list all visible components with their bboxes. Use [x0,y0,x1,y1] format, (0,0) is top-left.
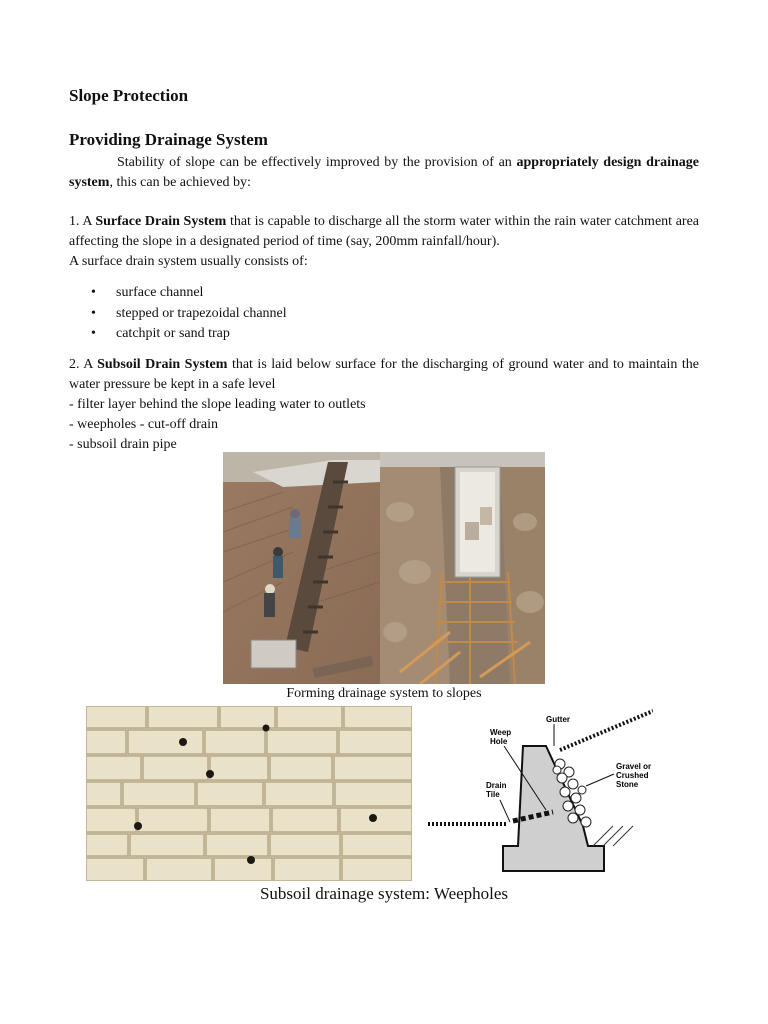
list-item: • catchpit or sand trap [116,324,699,345]
item2-bold: Subsoil Drain System [97,356,228,372]
page-title: Slope Protection [69,86,189,105]
bullet-list [69,283,699,345]
item2-paragraph [69,355,699,395]
drain-label-2: Tile [486,790,500,799]
weephole-wall-photo [86,706,412,881]
item2-number: 2. A [69,356,98,372]
slope-channel-photo [223,452,380,684]
intro-bold: appropriately design drainage system [69,155,699,190]
item2-line: - weepholes - cut-off drain [69,416,219,432]
item2-line: - filter layer behind the slope leading water to outlets [69,396,366,412]
gutter-label: Gutter [546,715,570,724]
list-item: • surface channel [116,283,699,304]
gravel-label-1: Gravel or [616,762,652,771]
weep-label-2: Hole [490,737,508,746]
item2-line: - subsoil drain pipe [69,436,177,452]
intro-text-1: Stability of slope can be effectively improved by the provision of an [117,155,517,170]
gravel-label-3: Stone [616,780,639,789]
intro-text-2: , this can be achieved by: [109,175,251,190]
document-body [69,84,699,455]
item2-text: that is laid below surface for the discharging of ground water and to maintain the water pressure be kept in a safe level [69,356,699,392]
item1-paragraph [69,212,699,252]
item1-bold: Surface Drain System [95,214,227,229]
weep-label-1: Weep [490,728,512,737]
item1-number: 1. A [69,214,96,229]
drain-label-1: Drain [486,781,507,790]
gravel-label-2: Crushed [616,771,649,780]
list-item: • stepped or trapezoidal channel [116,304,699,325]
retaining-wall-diagram [428,706,653,876]
item1-text: that is capable to discharge all the storm water within the rain water catchment area affecting the slope in a designated period of time (say, 200mm rainfall/hour). [69,214,699,249]
figure1-caption: Forming drainage system to slopes [286,686,482,701]
section-heading: Providing Drainage System [69,130,268,149]
figure2-caption: Subsoil drainage system: Weepholes [259,884,509,903]
intro-paragraph [69,153,699,193]
trench-formwork-photo [380,452,545,684]
item1-consists: A surface drain system usually consists of: [69,254,308,269]
